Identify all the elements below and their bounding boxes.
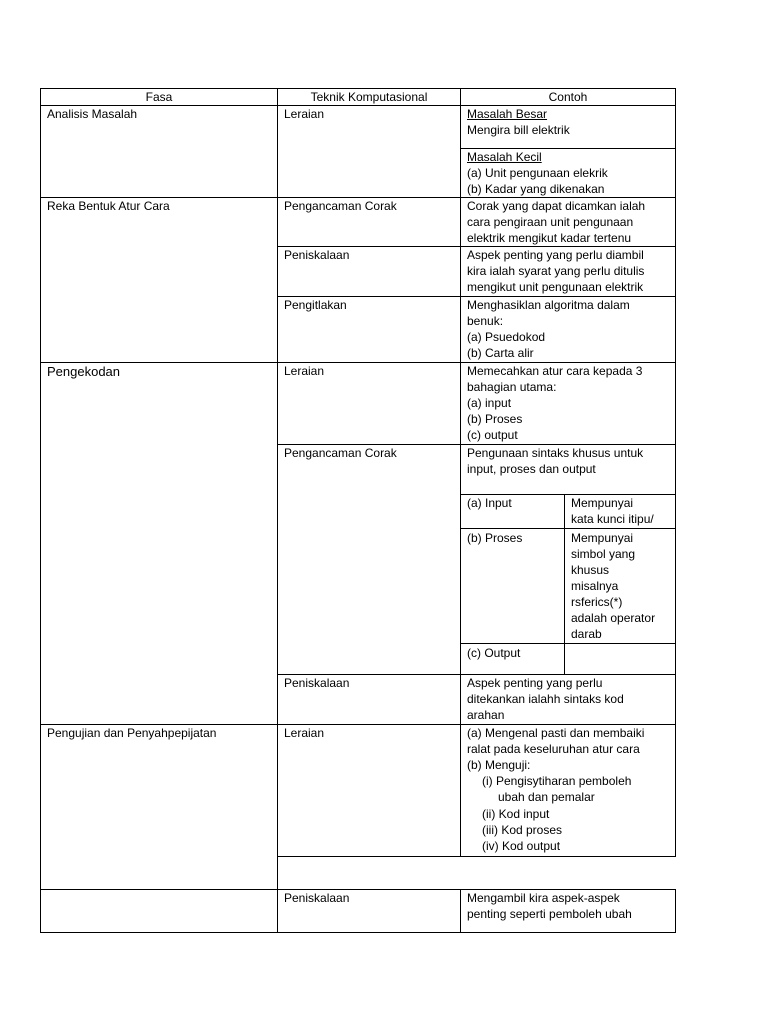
sub-proses-line: misalnya [571, 579, 619, 593]
rule-right-upper [675, 88, 676, 856]
contoh-line: (a) input [467, 396, 512, 410]
contoh-line: Aspek penting yang perlu diambil [467, 248, 644, 262]
sub-input-line: kata kunci itipu/ [571, 512, 654, 526]
masalah-besar-title: Masalah Besar [467, 107, 548, 121]
contoh-line: Aspek penting yang perlu [467, 676, 603, 690]
contoh-line: Memecahkan atur cara kepada 3 [467, 364, 643, 378]
contoh-line: arahan [467, 708, 505, 722]
contoh-line: input, proses dan output [467, 462, 596, 476]
contoh-line: Corak yang dapat dicamkan ialah [467, 199, 646, 213]
sub-input-label: (a) Input [467, 496, 512, 510]
rule-col2-upper [460, 88, 461, 856]
rule-sub-col [564, 494, 565, 675]
contoh-line: (a) Mengenal pasti dan membaiki [467, 726, 645, 740]
menguji-item: (iii) Kod proses [482, 823, 563, 837]
teknik-leraian-3: Leraian [284, 726, 325, 740]
header-contoh: Contoh [548, 90, 588, 104]
sub-output-label: (c) Output [467, 646, 521, 660]
contoh-line: (a) Psuedokod [467, 330, 546, 344]
teknik-peniskalaan-2: Peniskalaan [284, 676, 350, 690]
sub-proses-line: darab [571, 627, 602, 641]
teknik-pengancaman-corak-2: Pengancaman Corak [284, 446, 397, 460]
header-teknik: Teknik Komputasional [310, 90, 428, 104]
header-fasa: Fasa [145, 90, 173, 104]
teknik-peniskalaan-3: Peniskalaan [284, 891, 350, 905]
contoh-line: ralat pada keseluruhan atur cara [467, 742, 640, 756]
menguji-item: (iv) Kod output [482, 839, 561, 853]
rule-col2-lower [460, 889, 461, 933]
fasa-pengekodan: Pengekodan [47, 364, 121, 379]
fasa-analisis-masalah: Analisis Masalah [47, 107, 138, 121]
rule-right-lower [675, 889, 676, 933]
masalah-kecil-b: (b) Kadar yang dikenakan [467, 182, 605, 196]
teknik-leraian-2: Leraian [284, 364, 325, 378]
contoh-line: (b) Menguji: [467, 758, 531, 772]
sub-proses-line: rsferics(*) [571, 595, 623, 609]
masalah-kecil-a: (a) Unit pengunaan elekrik [467, 166, 608, 180]
rule-sub-input [460, 528, 676, 529]
contoh-line: mengikut unit pengunaan elektrik [467, 280, 644, 294]
contoh-line: elektrik mengikut kadar tertenu [467, 231, 632, 245]
sub-input-line: Mempunyai [571, 496, 634, 510]
menguji-item: (i) Pengisytiharan pemboleh [482, 774, 632, 788]
sub-proses-line: simbol yang [571, 547, 636, 561]
sub-proses-label: (b) Proses [467, 531, 523, 545]
contoh-line: ditekankan ialahh sintaks kod [467, 692, 624, 706]
fasa-pengujian: Pengujian dan Penyahpepijatan [47, 726, 217, 740]
masalah-kecil-title: Masalah Kecil [467, 150, 542, 164]
teknik-pengancaman-corak-1: Pengancaman Corak [284, 199, 397, 213]
contoh-line: (b) Carta alir [467, 346, 534, 360]
contoh-line: kira ialah syarat yang perlu ditulis [467, 264, 645, 278]
rule-bottom [40, 932, 676, 933]
teknik-peniskalaan-1: Peniskalaan [284, 248, 350, 262]
teknik-leraian-1: Leraian [284, 107, 325, 121]
contoh-line: (c) output [467, 428, 518, 442]
sub-proses-line: adalah operator [571, 611, 656, 625]
fasa-reka-bentuk: Reka Bentuk Atur Cara [47, 199, 170, 213]
contoh-line: Mengambil kira aspek-aspek [467, 891, 620, 905]
contoh-line: cara pengiraan unit pengunaan [467, 215, 634, 229]
menguji-item: ubah dan pemalar [498, 790, 595, 804]
sub-proses-line: khusus [571, 563, 610, 577]
rule-col1 [277, 88, 278, 933]
contoh-line: Menghasiklan algoritma dalam [467, 298, 630, 312]
contoh-line: Pengunaan sintaks khusus untuk [467, 446, 644, 460]
contoh-line: (b) Proses [467, 412, 523, 426]
contoh-line: bahagian utama: [467, 380, 557, 394]
teknik-pengitlakan: Pengitlakan [284, 298, 347, 312]
contoh-line: benuk: [467, 314, 504, 328]
rule-sub-proses [460, 643, 676, 644]
rule-uji-r1 [277, 856, 676, 857]
sub-proses-line: Mempunyai [571, 531, 634, 545]
menguji-item: (ii) Kod input [482, 807, 550, 821]
rule-left [40, 88, 41, 933]
masalah-besar-text: Mengira bill elektrik [467, 123, 570, 137]
contoh-line: penting seperti pemboleh ubah [467, 907, 632, 921]
